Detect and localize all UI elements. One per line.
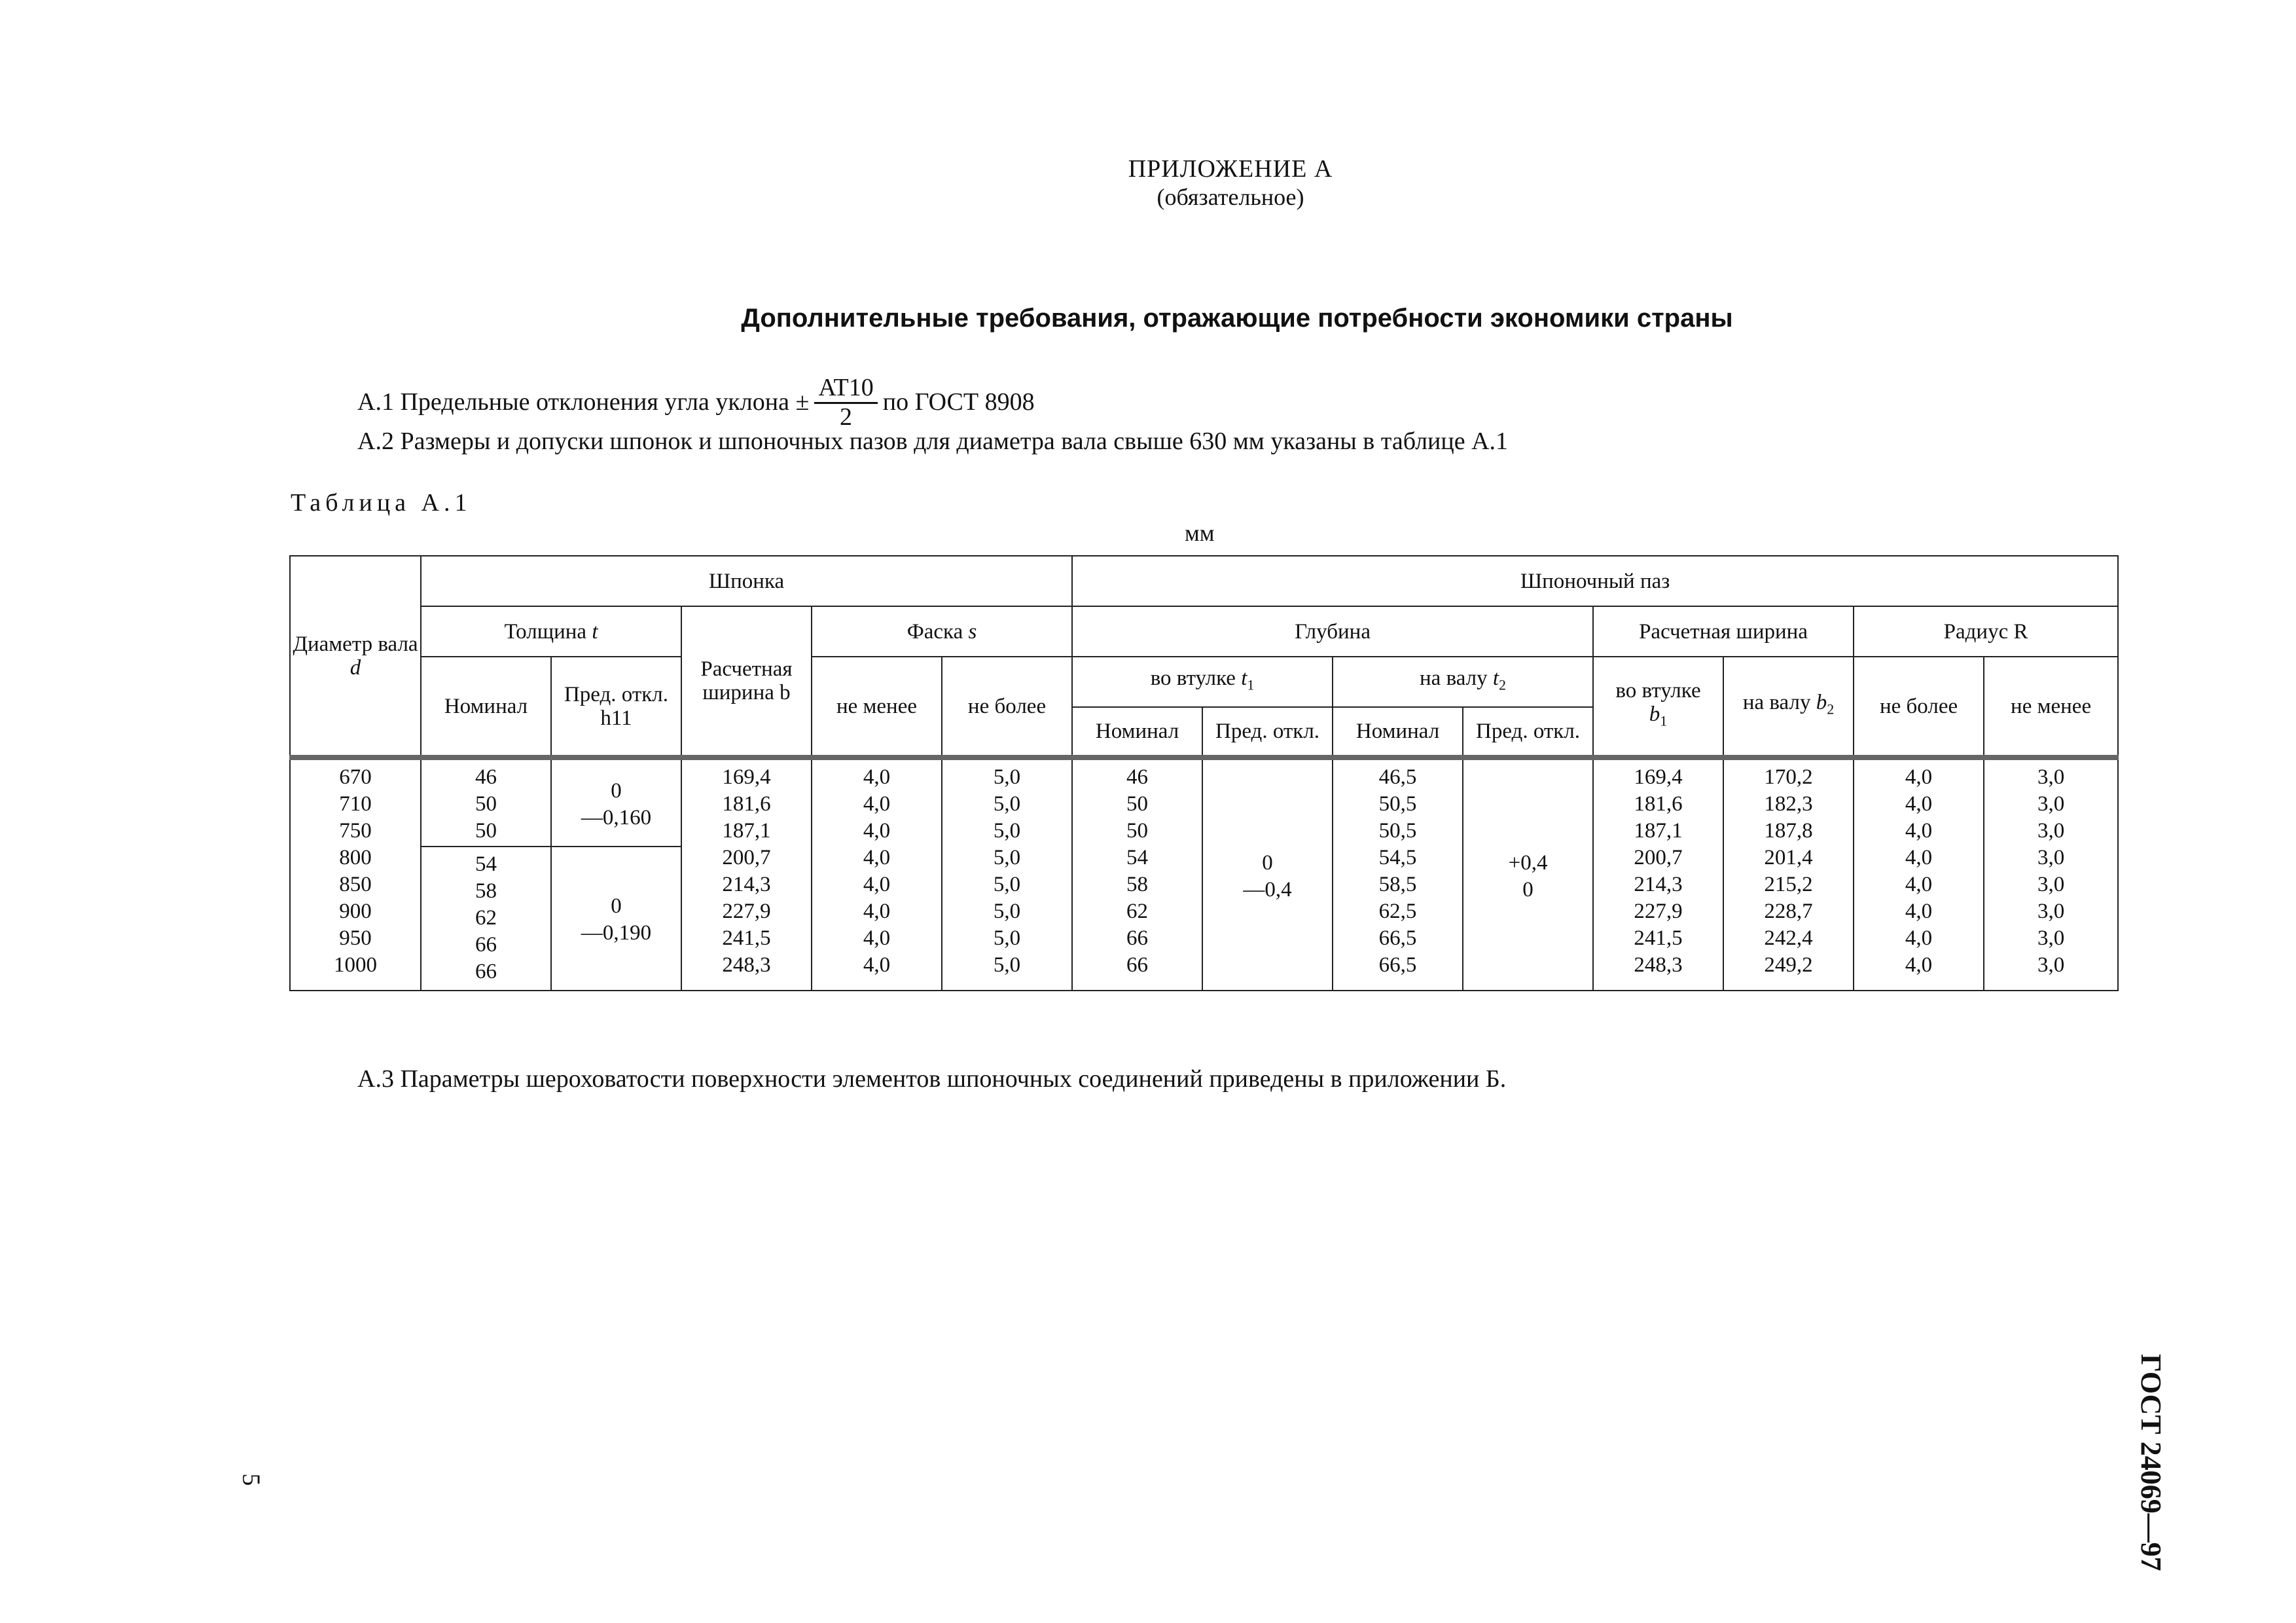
header-chamfer-min: не менее <box>812 657 942 757</box>
paragraph-a1 <box>357 376 1035 433</box>
col-calc-width: 169,4 181,6 187,1 200,7 214,3 227,9 241,5 248,3 <box>681 757 812 991</box>
header-depth-hub: во втулке $t_1$ <box>1072 657 1333 707</box>
col-b-shaft: 170,2 182,3 187,8 201,4 215,2 228,7 242,4 249,2 <box>1723 757 1854 991</box>
header-depth: Глубина <box>1072 606 1593 657</box>
header-key: Шпонка <box>421 556 1072 606</box>
paragraph-a3: А.3 Параметры шероховатости поверхности элементов шпоночных соединений приведены в приложении Б. <box>357 1065 1507 1093</box>
col-thickness-tol-group2: 0 —0,190 <box>551 847 681 991</box>
header-diameter: Диаметр вала d <box>290 556 421 757</box>
col-shaft-nominal: 46,5 50,5 50,5 54,5 58,5 62,5 66,5 66,5 <box>1333 757 1463 991</box>
header-radius-min: не менее <box>1984 657 2118 757</box>
header-chamfer-max: не более <box>942 657 1072 757</box>
document-code: ГОСТ 24069—97 <box>2135 1354 2167 1571</box>
a1-suffix: по ГОСТ 8908 <box>882 388 1035 416</box>
col-thickness-group2: 54 58 62 66 66 <box>421 847 551 991</box>
header-thickness: Толщина t <box>421 606 681 657</box>
col-chamfer-max: 5,0 5,0 5,0 5,0 5,0 5,0 5,0 5,0 <box>942 757 1072 991</box>
dimensions-table <box>289 555 2119 991</box>
header-chamfer: Фаска s <box>812 606 1072 657</box>
table-caption: Таблица А.1 <box>291 489 472 517</box>
col-thickness-tol-group1: 0 —0,160 <box>551 757 681 847</box>
a1-fraction-numerator: AT10 <box>814 373 877 404</box>
section-title: Дополнительные требования, отражающие потребности экономики страны <box>741 304 1733 333</box>
header-shaft-nominal: Номинал <box>1333 707 1463 757</box>
col-hub-nominal: 46 50 50 54 58 62 66 66 <box>1072 757 1202 991</box>
table-units: мм <box>1185 520 1215 546</box>
col-diameter: 670 710 750 800 850 900 950 1000 <box>290 757 421 991</box>
col-radius-max: 4,0 4,0 4,0 4,0 4,0 4,0 4,0 4,0 <box>1854 757 1984 991</box>
header-radius-max: не более <box>1854 657 1984 757</box>
a1-fraction-denominator: 2 <box>840 403 853 431</box>
header-keyway-calc-width: Расчетная ширина <box>1593 606 1854 657</box>
header-hub-tol: Пред. откл. <box>1202 707 1333 757</box>
header-radius: Радиус R <box>1854 606 2118 657</box>
paragraph-a2: А.2 Размеры и допуски шпонок и шпоночных пазов для диаметра вала свыше 630 мм указаны в таблице А.1 <box>357 428 1509 455</box>
col-b-hub: 169,4 181,6 187,1 200,7 214,3 227,9 241,5 248,3 <box>1593 757 1723 991</box>
header-b-hub: во втулке $b_1$ <box>1593 657 1723 757</box>
header-keyway: Шпоночный паз <box>1072 556 2118 606</box>
col-radius-min: 3,0 3,0 3,0 3,0 3,0 3,0 3,0 3,0 <box>1984 757 2118 991</box>
col-thickness-group1: 46 50 50 <box>421 757 551 847</box>
page-number: 5 <box>237 1473 265 1486</box>
header-b-shaft: на валу $b_2$ <box>1723 657 1854 757</box>
appendix-status: (обязательное) <box>1157 184 1304 210</box>
col-shaft-tol: +0,4 0 <box>1463 757 1593 991</box>
a1-fraction <box>814 373 877 430</box>
header-thickness-nominal: Номинал <box>421 657 551 757</box>
a1-prefix: А.1 Предельные отклонения угла уклона ± <box>357 388 810 416</box>
appendix-title: ПРИЛОЖЕНИЕ А <box>1128 155 1333 183</box>
header-depth-shaft: на валу $t_2$ <box>1333 657 1593 707</box>
header-shaft-tol: Пред. откл. <box>1463 707 1593 757</box>
header-calc-width: Расчетная ширина b <box>681 606 812 757</box>
header-hub-nominal: Номинал <box>1072 707 1202 757</box>
col-chamfer-min: 4,0 4,0 4,0 4,0 4,0 4,0 4,0 4,0 <box>812 757 942 991</box>
col-hub-tol: 0 —0,4 <box>1202 757 1333 991</box>
header-thickness-tol: Пред. откл. h11 <box>551 657 681 757</box>
